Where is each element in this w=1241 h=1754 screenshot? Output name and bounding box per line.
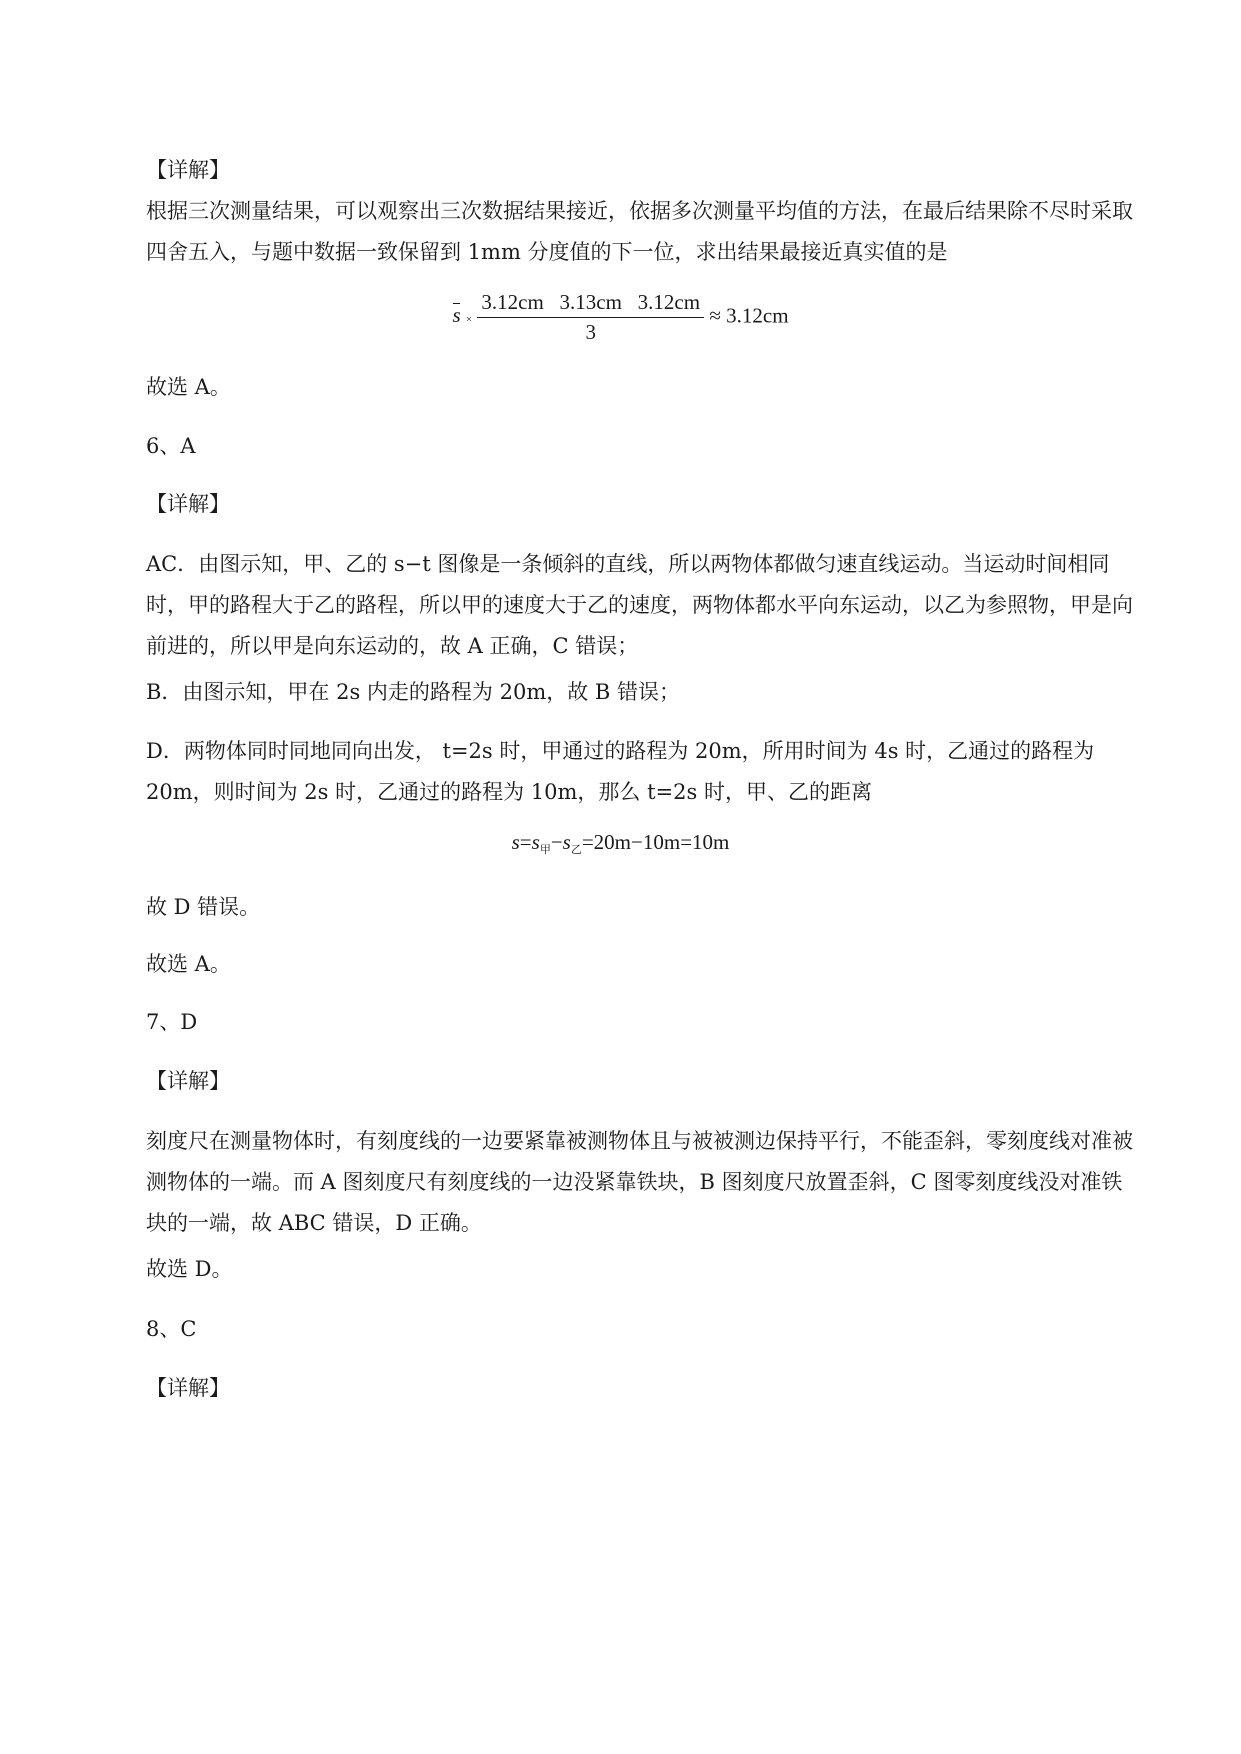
formula-sub2: 乙	[570, 844, 582, 856]
formula-numerator: 3.12cm 3.13cm 3.12cm	[477, 290, 704, 318]
paragraph: 根据三次测量结果，可以观察出三次数据结果接近，依据多次测量平均值的方法，在最后结果除不尽时采取四舍五入，与题中数据一致保留到 1mm 分度值的下一位，求出结果最接近真实值的是	[146, 199, 1133, 264]
formula-fraction	[477, 290, 704, 345]
detail-heading: 【详解】	[146, 1376, 230, 1400]
answer-line: 故选 A。	[146, 375, 231, 399]
paragraph: AC．由图示知，甲、乙的 s−t 图像是一条倾斜的直线，所以两物体都做匀速直线运动。当运动时间相同时，甲的路程大于乙的路程，所以甲的速度大于乙的速度，两物体都水平向东运动，以乙为参照物，甲是向前进的，所以甲是向东运动的，故 A 正确，C 错误；	[146, 552, 1133, 658]
formula-s: s	[511, 830, 520, 854]
answer-line: 故选 A。	[146, 952, 231, 976]
detail-heading: 【详解】	[146, 492, 230, 516]
formula-denominator: 3	[585, 320, 596, 344]
paragraph: D．两物体同时同地同向出发， t=2s 时，甲通过的路程为 20m，所用时间为 4s 时，乙通过的路程为 20m，则时间为 2s 时，乙通过的路程为 10m，那么 t=2s 时，甲、乙的距离	[146, 739, 1095, 804]
detail-heading: 【详解】	[146, 158, 230, 182]
formula-rhs: ≈ 3.12cm	[709, 303, 789, 328]
formula-rest: =20m−10m=10m	[581, 830, 730, 854]
paragraph: 故 D 错误。	[146, 895, 261, 919]
paragraph: 刻度尺在测量物体时，有刻度线的一边要紧靠被测物体且与被被测边保持平行，不能歪斜，零刻度线对准被测物体的一端。而 A 图刻度尺有刻度线的一边没紧靠铁块，B 图刻度尺放置歪斜，C 图零刻度线没对准铁块的一端，故 ABC 错误，D 正确。	[146, 1129, 1133, 1235]
formula-distance	[0, 830, 1241, 857]
formula-lhs: s	[452, 303, 461, 328]
formula-eq: =	[519, 830, 532, 854]
formula-sub1: 甲	[539, 844, 551, 856]
question-label: 6、A	[146, 434, 196, 458]
paragraph: B．由图示知，甲在 2s 内走的路程为 20m，故 B 错误；	[146, 680, 681, 704]
formula-s2: s	[562, 830, 571, 854]
question-label: 7、D	[146, 1010, 198, 1034]
formula-average	[0, 290, 1241, 345]
formula-minus: −	[550, 830, 563, 854]
detail-heading: 【详解】	[146, 1069, 230, 1093]
answer-line: 故选 D。	[146, 1257, 233, 1281]
question-label: 8、C	[146, 1317, 197, 1341]
formula-mark: ×	[465, 313, 473, 326]
formula-s1: s	[531, 830, 540, 854]
